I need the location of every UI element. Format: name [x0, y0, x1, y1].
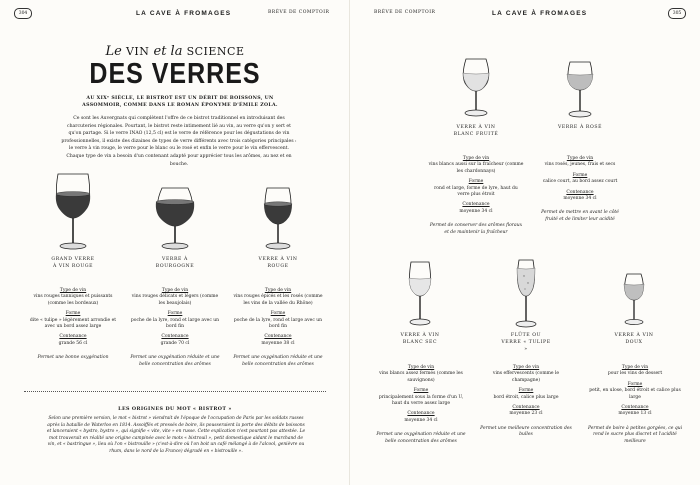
glass-name: FLÛTE OU VERRE « TULIPE » [501, 333, 551, 352]
page-title: DES VERRES [89, 57, 261, 91]
dry-white-glass-illustration [402, 258, 438, 328]
glass-note: Permet de conserver des arômes floraux et de maintenir la fraîcheur [429, 223, 523, 235]
glass-note: Permet une oxygénation réduite et une belle concentration des arômes [130, 355, 220, 367]
contenance-value: moyenne 34 cl [404, 417, 438, 423]
contenance-value: moyenne 34 cl [563, 196, 597, 202]
type-label: Type de vin [264, 288, 292, 293]
kicker-science: SCIENCE [186, 45, 245, 58]
contenance-label: Contenance [161, 334, 189, 340]
forme-label: Forme [572, 172, 588, 178]
contenance-value: moyenne 34 cl [459, 208, 493, 214]
glass-name: GRAND VERRE À VIN ROUGE [51, 257, 95, 269]
kicker-text: Le [105, 44, 126, 59]
type-value: vins blancs aussi sur la fraîcheur (comme les chardonnays) [428, 162, 524, 174]
glass-note: Permet une bonne oxygénation [37, 355, 109, 361]
type-label: Type de vin [462, 156, 490, 161]
type-label: Type de vin [512, 365, 540, 370]
contenance-label: Contenance [566, 189, 594, 195]
rose-glass-illustration [560, 58, 600, 120]
glass-info [586, 365, 684, 445]
header-title: LA CAVE À FROMAGES [492, 10, 588, 17]
glass-note: Permet de boire à petites gorgées, ce qui rend le sucre plus discret et l'acidité meilleure [587, 425, 683, 444]
body-paragraph: Ce sont les Auvergnats qui complètent l'offre de ce bistrot traditionnel en introduisant des charcuteries régionales. Pourtant, le bistrot reste intimement lié au vin, au verre qu'on y sert et qu'on partage. Si le verre INAO (12,5 cl) est le verre de référence pour les dégustations de vin professionnelles, il existe des dizaines de types de verre différents avec trois catégories principales : le verre à vin rouge, le verre pour le blanc ou le rosé et enfin le verre pour le vin effervescent. Chaque type de vin a besoin d'un contenant adapté pour apprécier tous les arômes, au nez et en bouche. [61, 116, 297, 167]
glass-name: VERRE À BOURGOGNE [155, 257, 195, 269]
forme-label: Forme [518, 388, 534, 394]
glass-note: Permet une oxygénation réduite et une belle concentration des arômes [376, 432, 466, 444]
glass-info [130, 288, 220, 368]
forme-value: petit, en ulose, bord étroit et calice plus large [589, 388, 681, 400]
lead-paragraph: AU XIXᵉ SIÈCLE, LE BISTROT EST UN DÉBIT DE BOISSONS, UN ASSOMMOIR, COMME DANS LE ROMAN ÉPONYME D'ÉMILE ZOLA. [82, 96, 278, 108]
forme-value: poche de la lyre, rond et large avec un bord fin [233, 317, 323, 330]
type-label: Type de vin [621, 365, 649, 370]
type-value: vins rouges épicés et les rosés (comme les vins de la vallée du Rhône) [233, 294, 323, 306]
contenance-label: Contenance [59, 334, 87, 340]
header-section: BRÈVE DE COMPTOIR [268, 10, 330, 15]
type-value: vins rouges tanniques et puissants (comme les bordeaux) [33, 294, 113, 306]
type-value: vins rosés, jeunes, frais et secs [544, 162, 616, 168]
glass-name: VERRE À VIN ROUGE [258, 257, 298, 269]
contenance-label: Contenance [462, 202, 490, 208]
glass-name: VERRE À ROSÉ [557, 125, 603, 130]
forme-label: Forme [627, 381, 643, 387]
type-value: vins rouges délicats et légers (comme les beaujolais) [131, 294, 219, 306]
contenance-value: moyenne 23 cl [509, 411, 543, 417]
forme-label: Forme [413, 388, 429, 394]
forme-label: Forme [270, 311, 286, 317]
type-label: Type de vin [566, 156, 594, 161]
glass-info [28, 288, 118, 362]
glass-name: VERRE À VIN BLANC FRUITÉ [453, 125, 499, 137]
forme-label: Forme [468, 179, 484, 185]
glass-name: VERRE À VIN DOUX [614, 333, 654, 345]
type-label: Type de vin [407, 365, 435, 370]
glass-info [428, 156, 524, 236]
contenance-label: Contenance [407, 411, 435, 417]
type-label: Type de vin [161, 288, 189, 293]
forme-value: rond et large, forme de lyre, haut du verre plus étroit [434, 185, 518, 198]
glass-info [232, 288, 324, 368]
contenance-value: moyenne 13 cl [618, 411, 652, 417]
white-wine-glass-illustration [456, 55, 496, 119]
forme-label: Forme [167, 311, 183, 317]
type-label: Type de vin [59, 288, 87, 293]
contenance-label: Contenance [621, 405, 649, 411]
forme-label: Forme [65, 311, 81, 317]
forme-value: calice court, au bord assez court [542, 179, 618, 185]
glass-note: Permet une meilleure concentration des bulles [480, 425, 572, 438]
origins-text: Selon une première version, le mot « bistrot » viendrait de l'époque de l'occupation de Paris par les soldats russes après la bataille de Waterloo en 1814. Assoiffés et pressés de boire, ils pousseraient la porte des débits de boissons et lanceraient « bystro, bystro », qui signifie « vite, vite » en russe. Cette explication n'est pourtant pas attestée. Le mot trouverait en réalité une origine campinée avec le mots « bistrouil », petit domestique aidant le marchand de vin, et « bastringue », lieu où l'on « bistrouille » (c'est-à-dire où l'on boit un café mélangé à de l'alcool, genièvre ou rhum, dans le nord de la France) dégradé en « bistrouille ». [46, 416, 306, 454]
glass-info [540, 156, 620, 223]
page-number: 305 [668, 8, 686, 19]
red-wine-glass-illustration [50, 170, 96, 252]
contenance-label: Contenance [264, 334, 292, 340]
burgundy-glass-illustration [152, 184, 198, 252]
flute-glass-illustration [508, 256, 544, 330]
contenance-value: grande 56 cl [58, 340, 88, 346]
red-wine-glass-illustration [258, 184, 298, 252]
glass-info [376, 365, 466, 445]
kicker-text: et la [149, 44, 187, 59]
page-number: 304 [14, 8, 32, 19]
forme-value: bord étroit, calice plus large [493, 394, 559, 400]
type-value: vins effervescents (comme le champagne) [492, 371, 560, 383]
glass-note: Permet de mettre en avant le côté fruité et de limiter leur acidité [541, 210, 619, 222]
contenance-value: grande 70 cl [160, 340, 190, 346]
kicker-vin: VIN [125, 45, 150, 58]
forme-value: poche de la lyre, rond et large avec un bord fin [130, 317, 220, 330]
contenance-value: moyenne 38 cl [261, 340, 295, 346]
forme-value: principalement sous la forme d'un U, haut du verre assez large [378, 394, 464, 407]
origins-title: LES ORIGINES DU MOT « BISTROT » [118, 406, 232, 412]
type-value: pour les vins de dessert [607, 371, 663, 377]
glass-info [480, 365, 572, 439]
right-page [350, 0, 700, 485]
glass-note: Permet une oxygénation réduite et une belle concentration des arômes [233, 355, 323, 367]
type-value: vins blancs assez fermés (comme les sauvignons) [379, 371, 463, 383]
glass-name: VERRE À VIN BLANC SEC [400, 333, 440, 345]
forme-value: dite « tulipe » légèrement arrondie et avec un bord assez large [29, 317, 117, 330]
section-divider [24, 391, 326, 392]
sweet-wine-glass-illustration [618, 270, 650, 328]
header-section: BRÈVE DE COMPTOIR [374, 10, 436, 15]
contenance-label: Contenance [512, 405, 540, 411]
kicker [0, 44, 350, 59]
header-title: LA CAVE À FROMAGES [136, 10, 232, 17]
